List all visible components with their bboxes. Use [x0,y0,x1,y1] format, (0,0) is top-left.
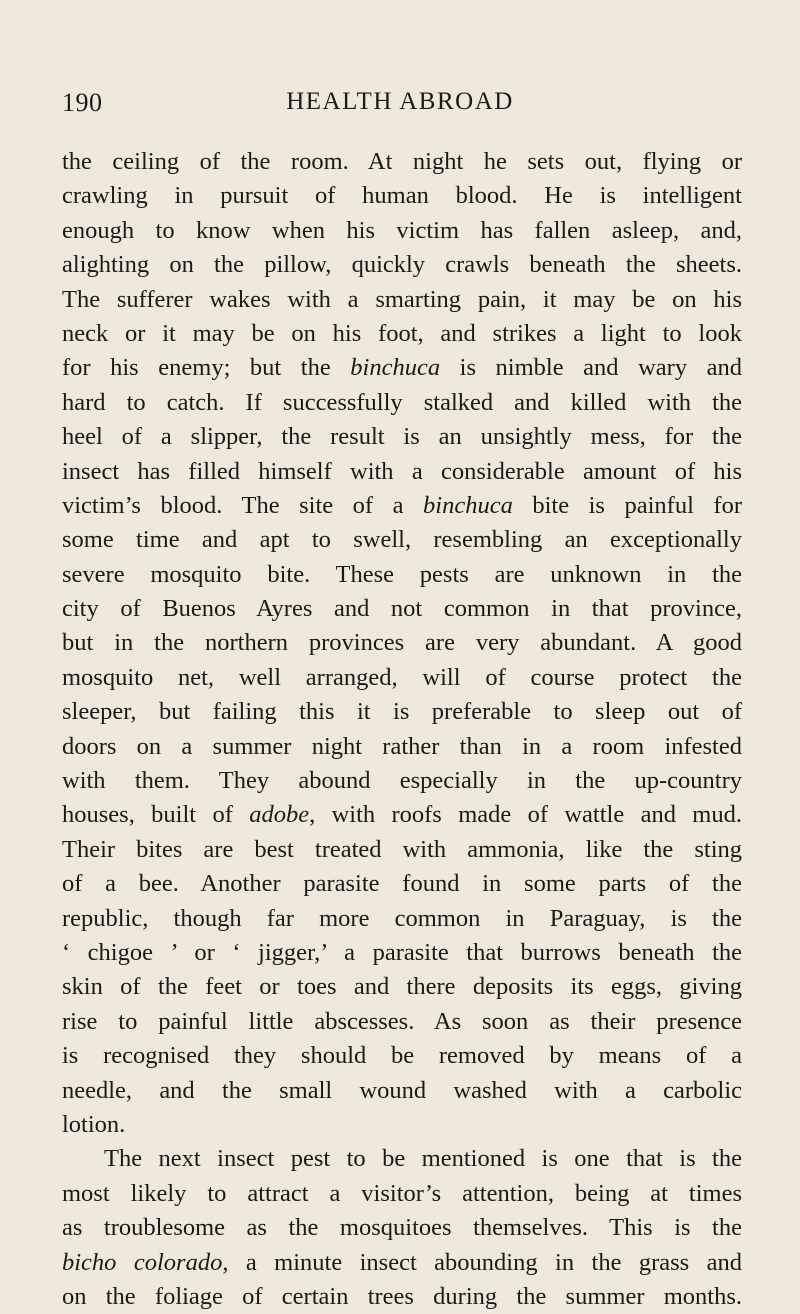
text-line: most likely to attract a visitor’s attention, being at times [62,1179,742,1207]
text-line: neck or it may be on his foot, and strikes a light to look [62,319,742,347]
text-line: mosquito net, well arranged, will of course protect the [62,663,742,691]
text-line: insect has filled himself with a considerable amount of his [62,457,742,485]
paragraph-start-line: The next insect pest to be mentioned is one that is the [104,1145,742,1173]
text-line: severe mosquito bite. These pests are unknown in the [62,560,742,588]
text-line: crawling in pursuit of human blood. He is intelligent [62,182,742,210]
text-span: , with roofs made of wattle and mud. [309,801,742,829]
text-line: of a bee. Another parasite found in some parts of the [62,870,742,898]
body-text [62,145,742,1314]
text-span: houses, built of [62,801,250,829]
text-line: is recognised they should be removed by means of a [62,1042,742,1070]
text-line: city of Buenos Ayres and not common in that province, [62,595,742,623]
text-line [62,489,742,523]
text-line: on the foliage of certain trees during the summer months. [62,1282,742,1310]
text-line [62,798,742,832]
text-line: The sufferer wakes with a smarting pain, it may be on his [62,285,742,313]
text-line [62,1246,742,1280]
text-line: Their bites are best treated with ammonia, like the sting [62,835,742,863]
text-line: but in the northern provinces are very abundant. A good [62,629,742,657]
text-line: with them. They abound especially in the up-country [62,767,742,795]
text-line: alighting on the pillow, quickly crawls beneath the sheets. [62,251,742,279]
text-line: needle, and the small wound washed with a carbolic [62,1076,742,1104]
italic-term: adobe [249,801,310,829]
text-line: rise to painful little abscesses. As soon as their presence [62,1007,742,1035]
running-title: HEALTH ABROAD [286,88,514,115]
text-line: sleeper, but failing this it is preferable to sleep out of [62,698,742,726]
text-line: as troublesome as the mosquitoes themselves. This is the [62,1214,742,1242]
text-line: skin of the feet or toes and there deposits its eggs, giving [62,973,742,1001]
text-span: bite is painful for [512,491,742,519]
page-header [62,88,738,122]
page-number: 190 [62,88,103,117]
text-line: enough to know when his victim has fallen asleep, and, [62,216,742,244]
text-span: is nimble and wary and [440,354,742,382]
text-line: heel of a slipper, the result is an unsightly mess, for the [62,423,742,451]
text-span: for his enemy; but the [62,354,351,382]
text-line: some time and apt to swell, resembling an exceptionally [62,526,742,554]
text-line [62,351,742,385]
text-span: victim’s blood. The site of a [62,491,424,519]
text-line: the ceiling of the room. At night he sets out, flying or [62,148,742,175]
text-line: lotion. [62,1110,126,1138]
italic-term: bicho colorado [62,1248,223,1276]
text-line: doors on a summer night rather than in a room infested [62,732,742,760]
italic-term: binchuca [423,491,513,519]
italic-term: binchuca [350,354,441,382]
text-line: hard to catch. If successfully stalked and killed with the [62,388,742,416]
text-line: republic, though far more common in Paraguay, is the [62,904,742,932]
text-span: , a minute insect abounding in the grass and [222,1248,742,1276]
text-line: ‘ chigoe ’ or ‘ jigger,’ a parasite that burrows beneath the [62,938,742,966]
